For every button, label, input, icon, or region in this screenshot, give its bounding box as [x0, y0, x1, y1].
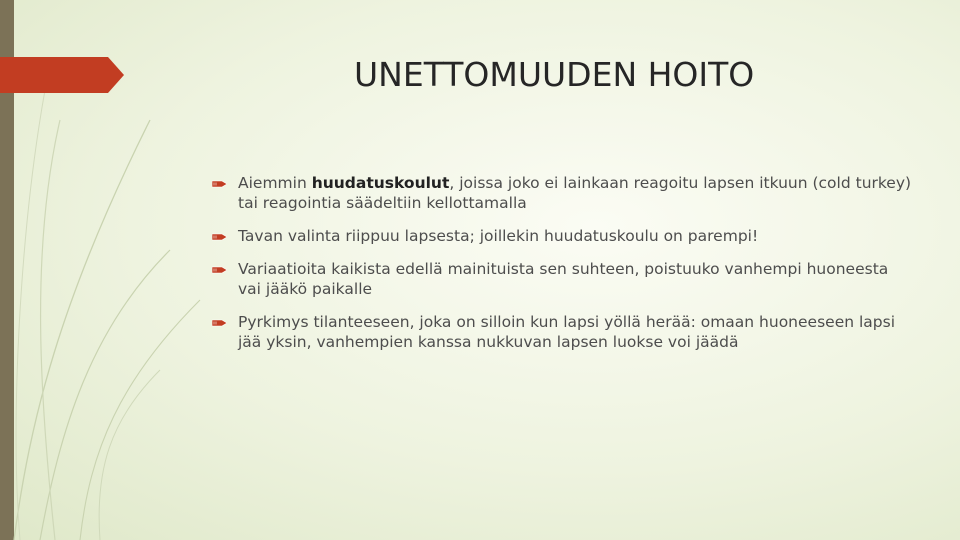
- bullet-list: [212, 173, 912, 365]
- bullet-item: [212, 226, 912, 246]
- bullet-text: Variaatioita kaikista edellä mainituista sen suhteen, poistuuko vanhempi huoneesta vai jääkö paikalle: [238, 260, 889, 298]
- bullet-text: Pyrkimys tilanteeseen, joka on silloin kun lapsi yöllä herää: omaan huoneeseen lapsi jää yksin, vanhempien kanssa nukkuvan lapsen luokse voi jäädä: [238, 313, 896, 351]
- bullet-text: Tavan valinta riippuu lapsesta; joillekin huudatuskoulu on parempi!: [238, 227, 759, 245]
- pencil-icon: [212, 265, 227, 275]
- pencil-icon: [212, 179, 227, 189]
- slide-title: UNETTOMUUDEN HOITO: [354, 55, 755, 94]
- pencil-icon: [212, 318, 227, 328]
- pencil-icon: [212, 232, 227, 242]
- title-accent-arrow: [0, 57, 124, 93]
- bullet-bold-text: huudatuskoulut: [311, 174, 450, 192]
- bullet-item: [212, 259, 912, 299]
- bullet-item: [212, 312, 912, 352]
- bullet-text: Aiemmin huudatuskoulut, joissa joko ei lainkaan reagoitu lapsen itkuun (cold turkey) tai reagointia säädeltiin kellottamalla: [238, 174, 912, 212]
- bullet-item: [212, 173, 912, 213]
